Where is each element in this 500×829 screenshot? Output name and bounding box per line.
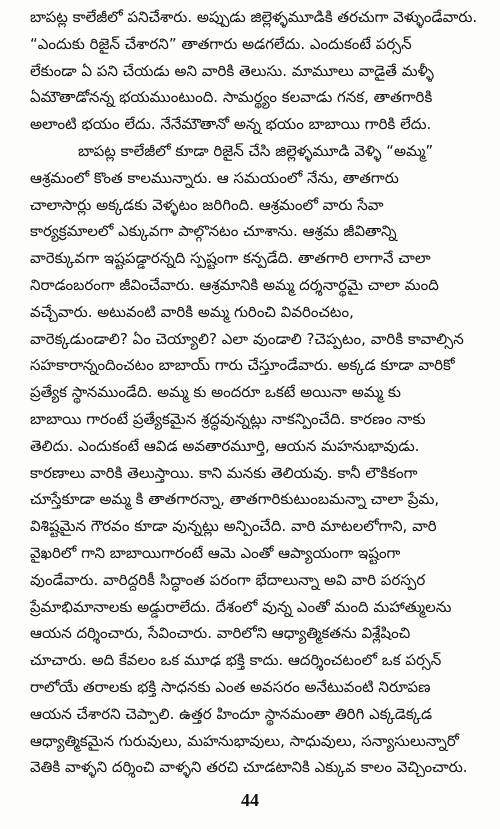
text-line: లేకుండా ఏ పని చేయడు అని వారికి తెలుసు. మామూలు వాడైతే మళ్ళీ [30,61,434,80]
text-line: వుండేవారు. వారిద్దరికీ సిద్ధాంత పరంగా భేదాలున్నా అవి వారి పరస్పర [30,570,426,589]
text-line: ఆశ్రమంలో కొంత కాలమున్నారు. ఆ సమయంలో నేను, తాతగారు [30,168,399,187]
text-line: వచ్చేవారు. అటువంటి వారికి అమ్మ గురించి వివరించటం, [30,302,354,321]
text-line: బాపట్ల కాలేజీలో కూడా రిజైన్ చేసి జిల్లెళ్ళమూడి వెళ్ళి “అమ్మ” [78,141,434,160]
text-line: సహకారాన్నందించటం బాబాయ్ గారు చేస్తూండేవారు. అక్కడ కూడా వారికో [30,356,455,375]
text-line: ఆయన దర్శించారు, సేవించారు. వారిలోని ఆధ్యాత్మికతను విశ్లేషించి [30,624,411,643]
page-number: 44 [241,790,259,810]
text-line: బాబాయి గారంటే ప్రత్యేకమైన శ్రద్ధవున్నట్లు నాకన్పించేది. కారణం నాకు [30,409,426,428]
text-line: వెతికి వాళ్ళని దర్శించి వాళ్ళని తరచి చూడటానికి ఎక్కువ కాలం వెచ్చించారు. [30,758,468,777]
text-line: వైఖరిలో గాని బాబాయిగారంటే ఆమె ఎంతో ఆప్యాయంగా ఇష్టంగా [30,543,401,562]
text-line: ప్రత్యేక స్థానముండేది. అమ్మ కు అందరూ ఒకటే అయినా అమ్మ కు [30,383,401,402]
text-line: చాలాసార్లు అక్కడకు వెళ్ళటం జరిగింది. ఆశ్రమంలో వారు సేవా [30,195,384,214]
text-line: నిరాడంబరంగా జీవించేవారు. ఆశ్రమానికి అమ్మ దర్శనార్థమై చాలా మంది [30,275,439,294]
text-line: చూస్తేకూడా అమ్మ కి తాతగారన్నా, తాతగారికుటుంబమన్నా చాలా ప్రేమ, [30,490,440,509]
text-line: అలాంటి భయం లేదు. నేనేమౌతానో అన్న భయం బాబాయి గారికి లేదు. [30,115,432,134]
text-line: రాలోయే తరాలకు భక్తి సాధనకు ఎంత అవసరం అనేటువంటి నిరూపణ [30,677,431,696]
text-line: “ఎందుకు రిజైన్ చేశారని” తాతగారు అడగలేదు. ఎందుకంటే పర్సన్ [30,34,412,53]
text-line: ఆయన చేశారని చెప్పాలి. ఉత్తర హిందూ స్థానమంతా తిరిగి ఎక్కడెక్కడ [30,704,433,723]
text-line: వారెక్కడుండాలి? ఏం చెయ్యాలి? ఎలా వుండాలి ?చెప్పటం, వారికి కావాల్సిన [30,329,464,348]
text-line: బాపట్ల కాలేజీలో పనిచేశారు. అప్పుడు జిల్లెళ్ళమూడికి తరచుగా వెళ్ళుండేవారు. [30,8,478,26]
text-line: ఆధ్యాత్మికమైన గురువులు, మహనుభావులు, సాధువులు, సన్యాసులున్నారో [30,731,459,750]
body-text [30,4,482,781]
text-line: ప్రేమాభిమానాలకు అడ్డురాలేదు. దేశంలో వున్న ఎంతో మంది మహాత్ములను [30,597,452,616]
text-line: వారెక్కువగా ఇష్టపడ్డారన్నది స్పష్టంగా కన్పడేది. తాతగారి లాగానే చాలా [30,249,431,268]
text-line: కారణాలు వారికి తెలుస్తాయి. కాని మనకు తెలియవు. కానీ లౌకికంగా [30,463,418,482]
text-line: తెలిదు. ఎందుకంటే ఆవిడ అవతారమూర్తి, ఆయన మహనుభావుడు. [30,436,420,455]
text-line: చూచారు. అది కేవలం ఒక మూఢ భక్తి కాదు. ఆదర్శించటంలో ఒక పర్సన్ [30,651,442,670]
text-line: విశిష్టమైన గౌరవం కూడా వున్నట్లు అన్పించేది. వారి మాటలలోగాని, వారి [30,517,437,536]
text-line: ఏమౌతాడోనన్న భయముంటుంది. సామర్థ్యం కలవాడు గనక, తాతగారికి [30,88,433,107]
text-line: కార్యక్రమాలలో ఎక్కువగా పాల్గొనటం చూశాను. ఆశ్రమ జీవితాన్ని [30,222,397,241]
